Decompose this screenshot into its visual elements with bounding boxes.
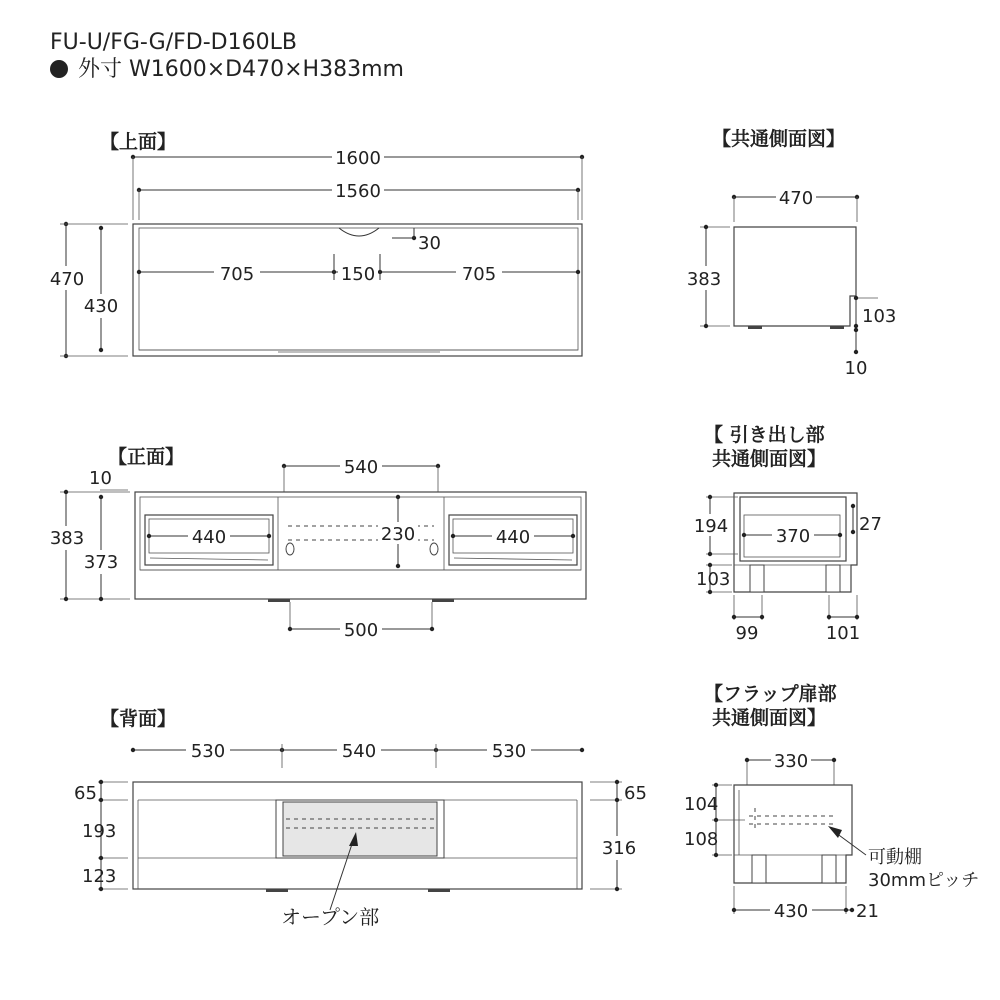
side-view-title: 【共通側面図】	[712, 128, 846, 150]
flap-bottom-width: 430	[773, 901, 809, 922]
flap-top-width: 330	[773, 751, 809, 772]
flap-side-title-2: 共通側面図】	[712, 707, 827, 729]
side-height: 383	[686, 269, 722, 290]
flap-side-title-1: 【フラップ扉部	[704, 683, 837, 705]
front-height-outer: 383	[49, 528, 85, 549]
movable-shelf-pitch: 30mmピッチ	[868, 870, 980, 891]
movable-shelf-label: 可動棚	[868, 847, 922, 868]
back-center-width: 540	[341, 741, 377, 762]
top-width-outer: 1600	[335, 148, 381, 169]
top-left-width: 705	[219, 264, 255, 285]
drawer-right-offset: 27	[859, 514, 882, 535]
drawer-depth: 370	[775, 526, 811, 547]
drawer-side-view	[692, 423, 882, 644]
back-right-top-height: 65	[624, 783, 647, 804]
flap-right-offset: 21	[856, 901, 879, 922]
front-right-drawer-width: 440	[495, 527, 531, 548]
model-number: FU-U/FG-G/FD-D160LB	[50, 30, 297, 55]
front-top-thickness: 10	[89, 468, 112, 489]
back-left-width: 530	[190, 741, 226, 762]
back-right-total-height: 316	[601, 838, 637, 859]
drawer-foot-right: 101	[825, 623, 861, 644]
back-bottom-height: 123	[82, 866, 117, 887]
front-height-inner: 373	[83, 552, 119, 573]
flap-lower-height: 108	[684, 829, 719, 850]
top-center-width: 150	[340, 264, 376, 285]
top-notch-depth: 30	[418, 233, 441, 254]
front-opening-width: 540	[343, 457, 379, 478]
drawer-foot-left: 99	[735, 623, 759, 644]
flap-upper-height: 104	[684, 794, 719, 815]
front-left-drawer-width: 440	[191, 527, 227, 548]
top-view-title: 【上面】	[100, 131, 177, 153]
open-part-label: オープン部	[281, 905, 380, 929]
top-right-width: 705	[461, 264, 497, 285]
flap-side-view	[684, 682, 979, 922]
back-view-title: 【背面】	[100, 708, 177, 730]
front-view-title: 【正面】	[108, 446, 185, 468]
front-base-width: 500	[343, 620, 379, 641]
back-view	[74, 707, 647, 929]
drawer-base-height: 103	[696, 569, 731, 590]
side-depth: 470	[778, 188, 814, 209]
front-view	[48, 445, 586, 641]
top-depth-inner: 430	[83, 296, 119, 317]
side-base-height: 103	[862, 306, 897, 327]
drawer-side-title-2: 共通側面図】	[712, 448, 827, 470]
top-view	[48, 130, 584, 358]
drawer-height: 194	[693, 516, 729, 537]
outer-dimensions-text: 外寸 W1600×D470×H383mm	[78, 57, 404, 82]
back-right-width: 530	[491, 741, 527, 762]
top-width-inner: 1560	[335, 181, 381, 202]
side-foot-height: 10	[844, 358, 868, 379]
front-shelf-height: 230	[380, 524, 416, 545]
back-top-height: 65	[74, 783, 97, 804]
side-view	[686, 127, 896, 379]
top-depth-outer: 470	[49, 269, 85, 290]
drawer-side-title-1: 【 引き出し部	[704, 424, 825, 446]
back-middle-height: 193	[82, 821, 117, 842]
